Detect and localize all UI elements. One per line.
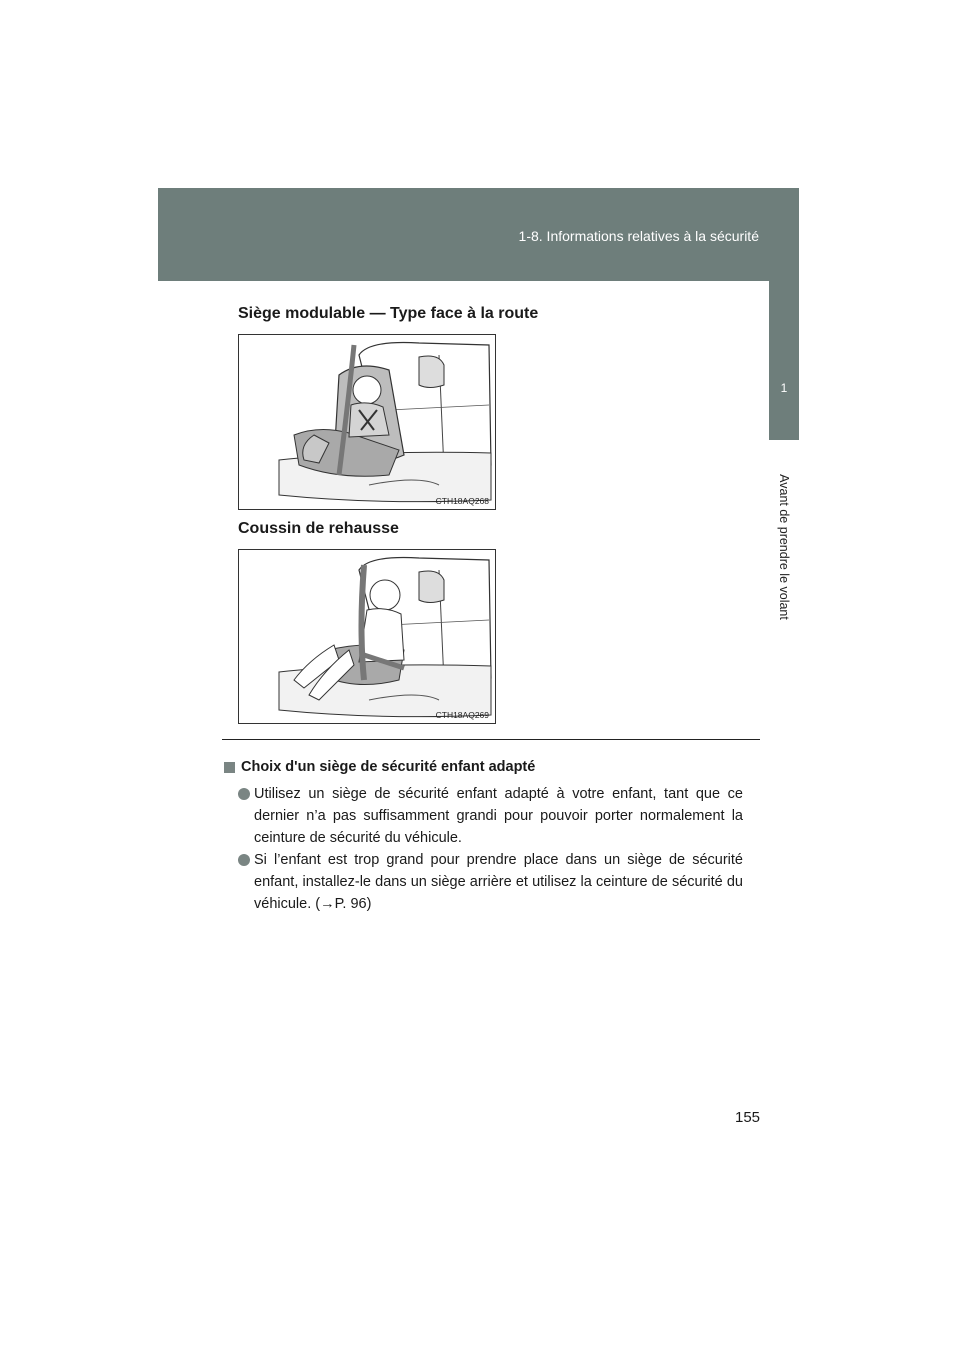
figure2-heading: Coussin de rehausse [238,520,399,537]
figure-forward-facing-seat [238,334,496,510]
bullet-item [238,783,743,849]
figure-code: CTH18AQ268 [435,496,489,506]
chapter-tab-number: 1 [769,368,799,440]
square-bullet-icon [224,762,235,773]
divider [222,739,760,740]
subsection-title-text: Choix d'un siège de sécurité enfant adapté [241,759,536,775]
bullet-text: Utilisez un siège de sécurité enfant adapté à votre enfant, tant que ce dernier n’a pas suffisamment grandi pour pouvoir porter normalement la ceinture de sécurité du véhicule. [254,786,743,846]
chapter-side-label-text: Avant de prendre le volant [777,474,791,620]
bullet-text: Si l’enfant est trop grand pour prendre place dans un siège de sécurité enfant, installez-le dans un siège arrière et utilisez la ceinture de sécurité du véhicule. (→P. 96) [254,852,743,912]
booster-seat-illustration [239,550,495,723]
bullet-dot-icon [238,788,250,800]
page-number: 155 [735,1109,761,1126]
bullet-dot-icon [238,854,250,866]
section-title: 1-8. Informations relatives à la sécurité [518,228,759,244]
chapter-header [158,188,799,281]
figure-code: CTH18AQ269 [435,710,489,720]
chapter-side-label [772,452,796,642]
side-bar [769,281,799,368]
child-seat-illustration [239,335,495,509]
figure1-heading: Siège modulable — Type face à la route [238,305,539,322]
bullet-item [238,849,743,915]
subsection-title [224,759,535,775]
figure-booster-seat [238,549,496,724]
